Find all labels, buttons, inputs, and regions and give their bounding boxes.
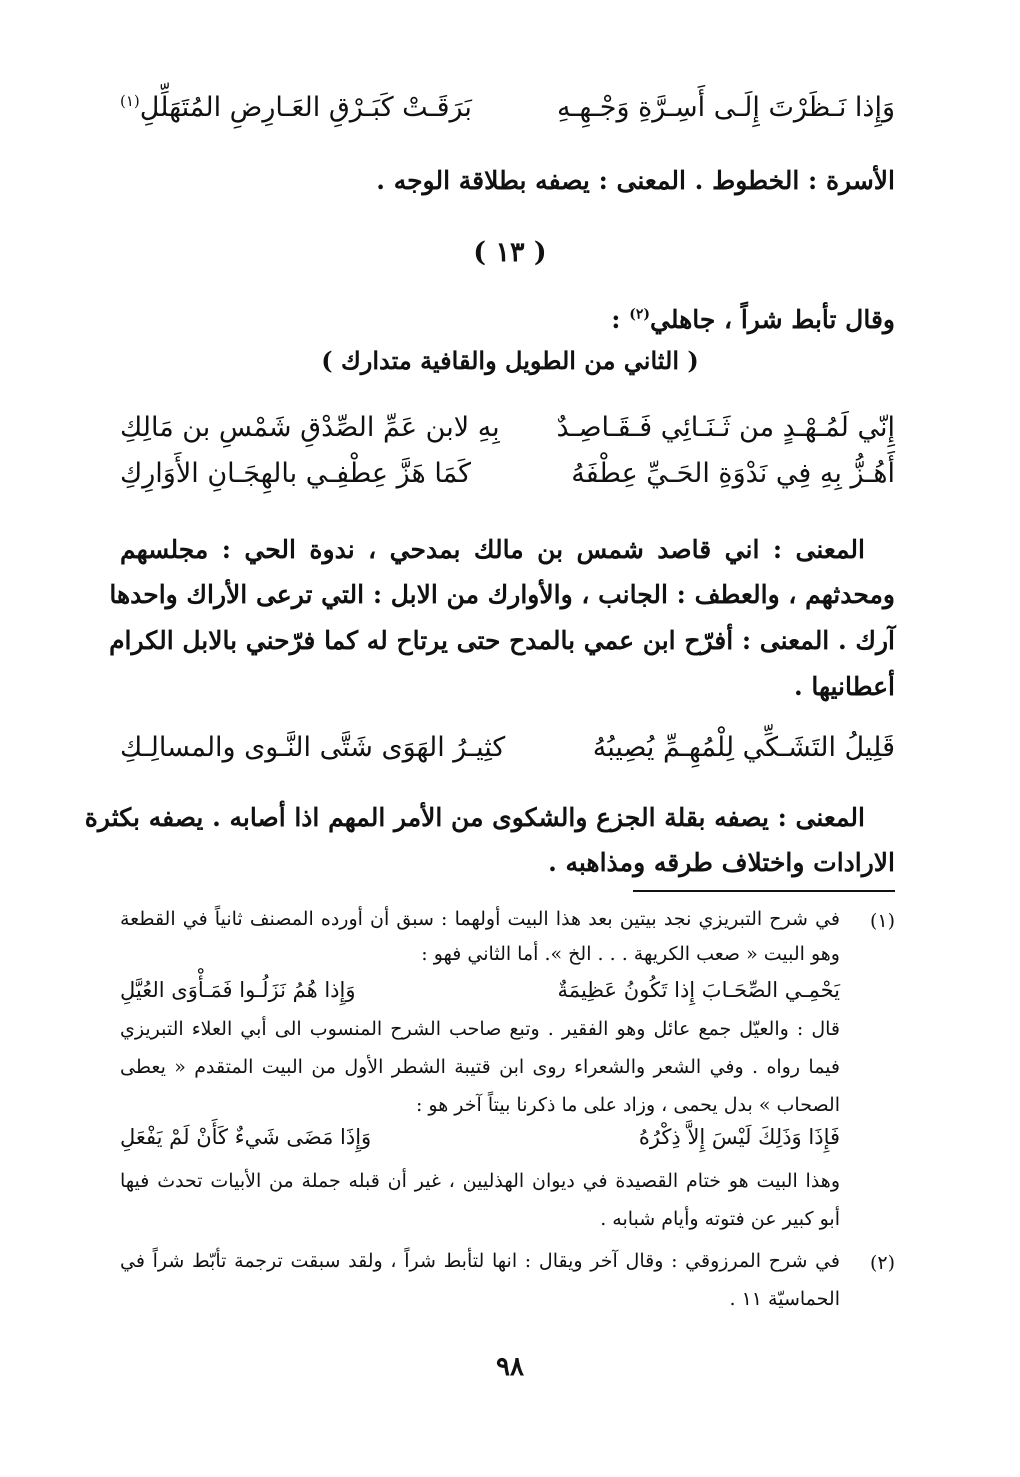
footnote-1-line-6: وهذا البيت هو ختام القصيدة في ديوان الهذليين ، غير أن قبله جملة من الأبيات تحدث فيها (120, 1170, 840, 1192)
footnote-1-verse-b (120, 1125, 840, 1149)
verse-2-first: أَهُـزُّ بِهِ فِي نَدْوَةِ الحَـيِّ عِطْفَهُ (571, 458, 895, 489)
footnote-1-number: (١) (869, 910, 895, 932)
footnote-1-line-1: في شرح التبريزي نجد بيتين بعد هذا البيت أولهما : سبق أن أورده المصنف ثانياً في القطعة (120, 908, 840, 930)
footnote-1-verse-a-first: يَحْمِـي الصِّحَـابَ إِذا تَكُونُ عَظِيمَةٌ (557, 978, 840, 1002)
footnote-1-line-5: الصحاب » بدل يحمى ، وزاد على ما ذكرنا بيتاً آخر هو : (415, 1094, 840, 1116)
meaning-1-line-4: أعطانيها . (793, 672, 895, 701)
poem-intro (611, 305, 895, 334)
poem-intro-colon: : (611, 305, 630, 334)
poem-intro-text: وقال تأبط شراً ، جاهلي (649, 305, 895, 334)
footnote-2-line-1: في شرح المرزوقي : وقال آخر ويقال : انها لتأبط شراً ، ولقد سبقت ترجمة تأبّط شراً في (120, 1250, 840, 1272)
intro-footnote-marker: (٢) (629, 306, 650, 323)
verse-hemistich-second-text: بَرَقَـتْ كَبَـرْقِ العَـارِضِ المُتَهَلِّلِ (139, 92, 472, 123)
footnote-marker: (١) (120, 92, 140, 110)
verse-line-2 (120, 458, 895, 489)
footnote-1-line-2: وهو البيت « صعب الكريهة . . . الخ ». أما الثاني فهو : (421, 943, 840, 965)
footnote-1-line-7: أبو كبير عن فتوته وأيام شبابه . (600, 1208, 840, 1230)
verse-3-second: كثِيـرُ الهَوَى شَتَّى النَّـوى والمسالِـكِ (120, 732, 506, 763)
verse-line-3 (120, 732, 895, 763)
footnote-1-verse-a (120, 978, 840, 1002)
meter-note: ( الثاني من الطويل والقافية متدارك ) (321, 346, 699, 375)
meaning-1-line-3: آرك . المعنى : أفرّح ابن عمي بالمدح حتى يرتاح له كما فرّحني بالابل الكرام (109, 626, 895, 655)
meaning-1-line-2: ومحدثهم ، والعطف : الجانب ، والأوارك من الابل : التي ترعى الأراك واحدها (109, 580, 895, 609)
meaning-1-line-1: المعنى : اني قاصد شمس بن مالك بمدحي ، ندوة الحي : مجلسهم (120, 535, 865, 564)
footnote-separator (633, 890, 895, 892)
footnote-2-line-2: الحماسيّة ١١ . (729, 1288, 840, 1310)
section-number: ( ١٣ ) (473, 237, 547, 268)
verse-3-first: قَلِيلُ التَشَـكِّي لِلْمُهِـمِّ يُصِيبُهُ (592, 732, 895, 763)
verse-line-top (120, 92, 895, 123)
footnote-1-line-3: قال : والعيّل جمع عائل وهو الفقير . وتبع صاحب الشرح المنسوب الى أبي العلاء التبريزي (120, 1018, 840, 1040)
verse-hemistich-second (120, 92, 472, 123)
verse-1-first: إِنّي لَمُـهْـدٍ من ثَـنَـائِي فَـقَـاصِـدٌ (556, 412, 895, 443)
gloss-line: الأسرة : الخطوط . المعنى : يصفه بطلاقة الوجه . (376, 166, 895, 195)
verse-1-second: بِهِ لابن عَمِّ الصِّدْقِ شَمْسِ بن مَالِكِ (120, 412, 500, 443)
meaning-2-line-1: المعنى : يصفه بقلة الجزع والشكوى من الأمر المهم اذا أصابه . يصفه بكثرة (84, 803, 865, 832)
verse-2-second: كَمَا هَزَّ عِطْفِـي بالهِجَـانِ الأَوَارِكِ (120, 458, 472, 489)
page-number: ٩٨ (496, 1352, 524, 1382)
meaning-2-line-2: الارادات واختلاف طرقه ومذاهبه . (548, 848, 895, 877)
footnote-2-number: (٢) (869, 1252, 895, 1274)
footnote-1-verse-b-second: وَإِذَا مَضَى شَيءٌ كَأَنْ لَمْ يَفْعَلِ (120, 1125, 372, 1149)
verse-hemistich-first: وَإِذا نَـظَرْتَ إِلَـى أَسِـرَّةِ وَجْـهِـهِ (557, 92, 895, 123)
footnote-1-verse-a-second: وَإِذا هُمُ نَزَلُـوا فَمَـأْوَى العُيَّلِ (120, 978, 356, 1002)
footnote-1-verse-b-first: فَإِذَا وَذَلِكَ لَيْسَ إِلاَّ ذِكْرُهُ (638, 1125, 840, 1149)
footnote-1-line-4: فيما رواه . وفي الشعر والشعراء روى ابن قتيبة الشطر الأول من البيت المتقدم « يعطى (120, 1056, 840, 1078)
verse-line-1 (120, 412, 895, 443)
